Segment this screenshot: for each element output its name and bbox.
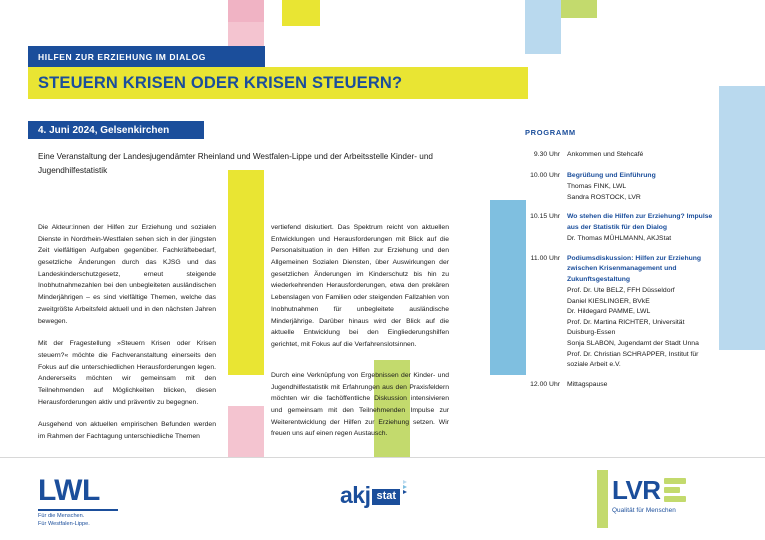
slot-time: 10.00 Uhr bbox=[530, 171, 560, 179]
slot-title: Ankommen und Stehcafé bbox=[567, 151, 644, 158]
slot-speaker: Prof. Dr. Christian SCHRAPPER, Institut für soziale Arbeit e.V. bbox=[567, 350, 699, 369]
lwl-logo-rule bbox=[38, 509, 118, 511]
slot-time: 12.00 Uhr bbox=[530, 380, 560, 388]
lvr-logo bbox=[612, 477, 686, 514]
decorative-block-pink-lower bbox=[228, 406, 264, 457]
slot-speaker: Prof. Dr. Ute BELZ, FFH Düsseldorf bbox=[567, 287, 675, 295]
decorative-block-yellow-mid bbox=[228, 170, 264, 375]
paragraph: Ausgehend von aktuellen empirischen Befunden werden im Rahmen der Fachtagung unterschiedliche Themen bbox=[38, 421, 216, 440]
decorative-block-yellow-top bbox=[282, 0, 320, 26]
event-series-kicker: HILFEN ZUR ERZIEHUNG IM DIALOG bbox=[28, 46, 265, 67]
decorative-block-green-top bbox=[561, 0, 597, 18]
slot-body bbox=[567, 380, 715, 392]
slot-speaker: Dr. Hildegard PAMME, LWL bbox=[567, 308, 651, 316]
decorative-block-blue-mid bbox=[490, 200, 526, 375]
event-subtitle: Eine Veranstaltung der Landesjugendämter Rheinland und Westfalen-Lippe und der Arbeitsstelle Kinder- und Jugendhilfestatistik bbox=[38, 152, 433, 175]
programm-list bbox=[525, 150, 715, 400]
page-title: STEUERN KRISEN ODER KRISEN STEUERN? bbox=[28, 67, 528, 99]
akjstat-logo-mark: akj bbox=[340, 482, 371, 508]
event-date-location: 4. Juni 2024, Gelsenkirchen bbox=[28, 121, 204, 139]
lwl-logo bbox=[38, 476, 118, 528]
slot-title: Begrüßung und Einführung bbox=[567, 171, 656, 179]
paragraph: Die Akteur:innen der Hilfen zur Erziehung und sozialen Dienste in Nordrhein-Westfalen sehen sich in der jüngsten Zeit vielfältigen Aufgaben gegenüber. Fachkräftebedarf, gesetzliche Änderungen durch das KJSG und das Landeskinderschutzgesetz, erneut steigende Inobhutnahmezahlen bei den unbegleiteten ausländischen Minderjährigen – es sind vielfältige Themen, welche das zweitgrößte Arbeitsfeld aktuell und in den nächsten Jahren bewegen. bbox=[38, 224, 216, 325]
slot-body bbox=[567, 171, 715, 204]
programm-slot bbox=[525, 212, 715, 245]
paragraph: Mit der Fragestellung »Steuern Krisen oder Krisen steuern?« möchte die Fachveranstaltung einerseits den Fokus auf die unterschiedlichen Herausforderungen legen. Andererseits möchten wir gemeinsam mit den Teilnehmenden auf Möglichkeiten blicken, diesen Herausforderungen aktiv und präventiv zu begegnen. bbox=[38, 340, 216, 406]
slot-body bbox=[567, 254, 715, 371]
slot-title: Podiumsdiskussion: Hilfen zur Erziehung zwischen Krisenmanagement und Zukunftsgestaltung bbox=[567, 254, 702, 283]
lvr-swoosh-icon bbox=[664, 478, 686, 503]
footer-divider bbox=[0, 457, 765, 458]
slot-speaker: Prof. Dr. Martina RICHTER, Universität Duisburg-Essen bbox=[567, 318, 685, 337]
lwl-logo-tagline-2: Für Westfalen-Lippe. bbox=[38, 520, 90, 527]
lwl-logo-mark: LWL bbox=[38, 474, 100, 507]
body-column-3 bbox=[271, 370, 449, 451]
slot-speaker: Thomas FINK, LWL bbox=[567, 183, 627, 191]
slot-speaker: Dr. Thomas MÜHLMANN, AKJStat bbox=[567, 235, 672, 243]
decorative-block-pink-top-2 bbox=[228, 0, 264, 22]
slot-speaker: Daniel KIESLINGER, BVkE bbox=[567, 297, 650, 305]
programm-slot bbox=[525, 171, 715, 204]
arrow-icon bbox=[403, 480, 407, 494]
lvr-logo-row bbox=[612, 477, 686, 503]
slot-body bbox=[567, 150, 715, 162]
paragraph: Durch eine Verknüpfung von Ergebnissen der Kinder- und Jugendhilfestatistik mit Erfahrungen aus den Praxisfeldern möchten wir die fachöffentliche Diskussion intensivieren und gemeinsam mit den Teilnehmenden Impulse zur Weiterentwicklung der Hilfen zur Erziehung setzen. Wir freuen uns auf einen regen Austausch. bbox=[271, 372, 449, 438]
slot-title: Mittagspause bbox=[567, 380, 608, 388]
slot-speaker: Sonja SLABON, Jugendamt der Stadt Unna bbox=[567, 339, 699, 347]
slot-time: 10.15 Uhr bbox=[530, 213, 560, 221]
decorative-block-blue-right bbox=[719, 86, 765, 350]
programm-slot bbox=[525, 380, 715, 392]
programm-heading: PROGRAMM bbox=[525, 128, 576, 137]
lwl-logo-tagline-1: Für die Menschen. bbox=[38, 513, 85, 519]
programm-slot bbox=[525, 150, 715, 162]
body-column-1 bbox=[38, 222, 216, 454]
slot-title: Wo stehen die Hilfen zur Erziehung? Impulse aus der Statistik für den Dialog bbox=[567, 213, 713, 231]
lvr-logo-tagline: Qualität für Menschen bbox=[612, 507, 676, 514]
slot-body bbox=[567, 212, 715, 245]
body-column-2 bbox=[271, 222, 449, 362]
decorative-block-green-footer bbox=[597, 470, 608, 528]
programm-slot bbox=[525, 254, 715, 371]
paragraph: vertiefend diskutiert. Das Spektrum reicht von aktuellen Entwicklungen und Herausforderungen mit Blick auf die Personalsituation in den Hilfen zur Erziehung und den Allgemeinen Sozialen Diensten, über Auswirkungen der gesetzlichen Änderungen im Kinderschutz bis hin zu wiederkehrenden Herausforderungen, etwa den prekären Lebenslagen von Familien oder steigenden Fallzahlen von Inobhutnahmen für unbegleitete ausländische Minderjährige. Darüber hinaus wird der Blick auf die aktuelle Entwicklung bei den Eingliederungshilfen gerichtet, mit Fokus auf die Verfahrenslotsinnen. bbox=[271, 224, 449, 348]
slot-time: 11.00 Uhr bbox=[530, 254, 560, 262]
slot-time: 9.30 Uhr bbox=[533, 151, 560, 158]
akjstat-logo bbox=[340, 480, 407, 507]
lvr-logo-mark: LVR bbox=[612, 475, 661, 505]
akjstat-logo-stat: stat bbox=[372, 489, 400, 505]
decorative-block-blue-top bbox=[525, 0, 561, 54]
slot-speaker: Sandra ROSTOCK, LVR bbox=[567, 193, 641, 201]
